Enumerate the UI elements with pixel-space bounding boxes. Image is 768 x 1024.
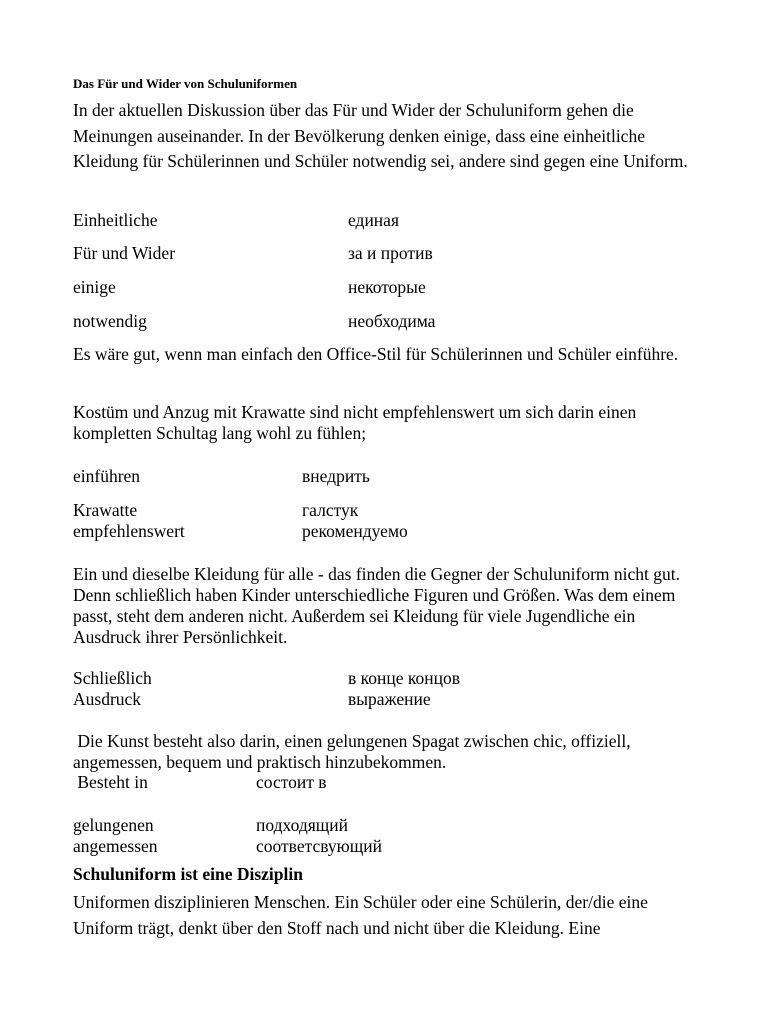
vocab-term-ru: внедрить (302, 466, 370, 486)
vocab-term-de: Krawatte (73, 500, 138, 520)
paragraph-art: Die Kunst besteht also darin, einen gelungenen Spagat zwischen chic, offiziell, angemessen, bequem und praktisch hinzubekommen. (73, 731, 635, 772)
vocab-term-de: einige (73, 277, 116, 297)
vocab-term-de: Ausdruck (73, 689, 142, 709)
vocab-term-de: einführen (73, 466, 141, 486)
vocab-term-de: Für und Wider (73, 243, 176, 263)
vocab-term-de: empfehlenswert (73, 521, 185, 541)
vocab-term-ru: подходящий (256, 815, 349, 835)
section-heading: Schuluniform ist eine Disziplin (73, 864, 303, 884)
document-title: Das Für und Wider von Schuluniformen (73, 76, 298, 91)
vocab-term-ru: выражение (348, 689, 431, 709)
vocab-term-ru: в конце концов (348, 668, 460, 688)
vocab-term-de: Besteht in (73, 772, 148, 792)
paragraph-suit-tie: Kostüm und Anzug mit Krawatte sind nicht empfehlenswert um sich darin einen kompletten Schultag lang wohl zu fühlen; (73, 402, 637, 443)
vocab-term-de: gelungenen (73, 815, 154, 835)
vocab-term-ru: состоит в (256, 772, 327, 792)
paragraph-office-style: Es wäre gut, wenn man einfach den Office-Stil für Schülerinnen und Schüler einführe. (73, 344, 679, 364)
vocab-term-de: angemessen (73, 836, 158, 856)
vocab-term-ru: необходима (348, 311, 436, 331)
intro-paragraph: In der aktuellen Diskussion über das Für und Wider der Schuluniform gehen die Meinungen auseinander. In der Bevölkerung denken einige, dass eine einheitliche Kleidung für Schülerinnen und Schüler notwendig sei, andere sind gegen eine Uniform. (73, 100, 688, 171)
vocab-term-ru: единая (348, 210, 399, 230)
vocab-term-de: Schließlich (73, 668, 152, 688)
vocab-term-ru: галстук (302, 500, 359, 520)
vocab-term-ru: рекомендуемо (302, 521, 408, 541)
vocab-term-de: Einheitliche (73, 210, 158, 230)
paragraph-opponents: Ein und dieselbe Kleidung für alle - das finden die Gegner der Schuluniform nicht gut. Denn schließlich haben Kinder unterschiedliche Figuren und Größen. Was dem einem passt, steht dem anderen nicht. Außerdem sei Kleidung für viele Jugendliche ein Ausdruck ihrer Persönlichkeit. (73, 564, 680, 647)
vocab-term-de: notwendig (73, 311, 147, 331)
vocab-term-ru: некоторые (348, 277, 426, 297)
vocab-term-ru: за и против (348, 243, 433, 263)
vocab-term-ru: соответсвующий (256, 836, 382, 856)
paragraph-discipline: Uniformen disziplinieren Menschen. Ein Schüler oder eine Schülerin, der/die eine Uniform trägt, denkt über den Stoff nach und nicht über die Kleidung. Eine (73, 892, 648, 938)
